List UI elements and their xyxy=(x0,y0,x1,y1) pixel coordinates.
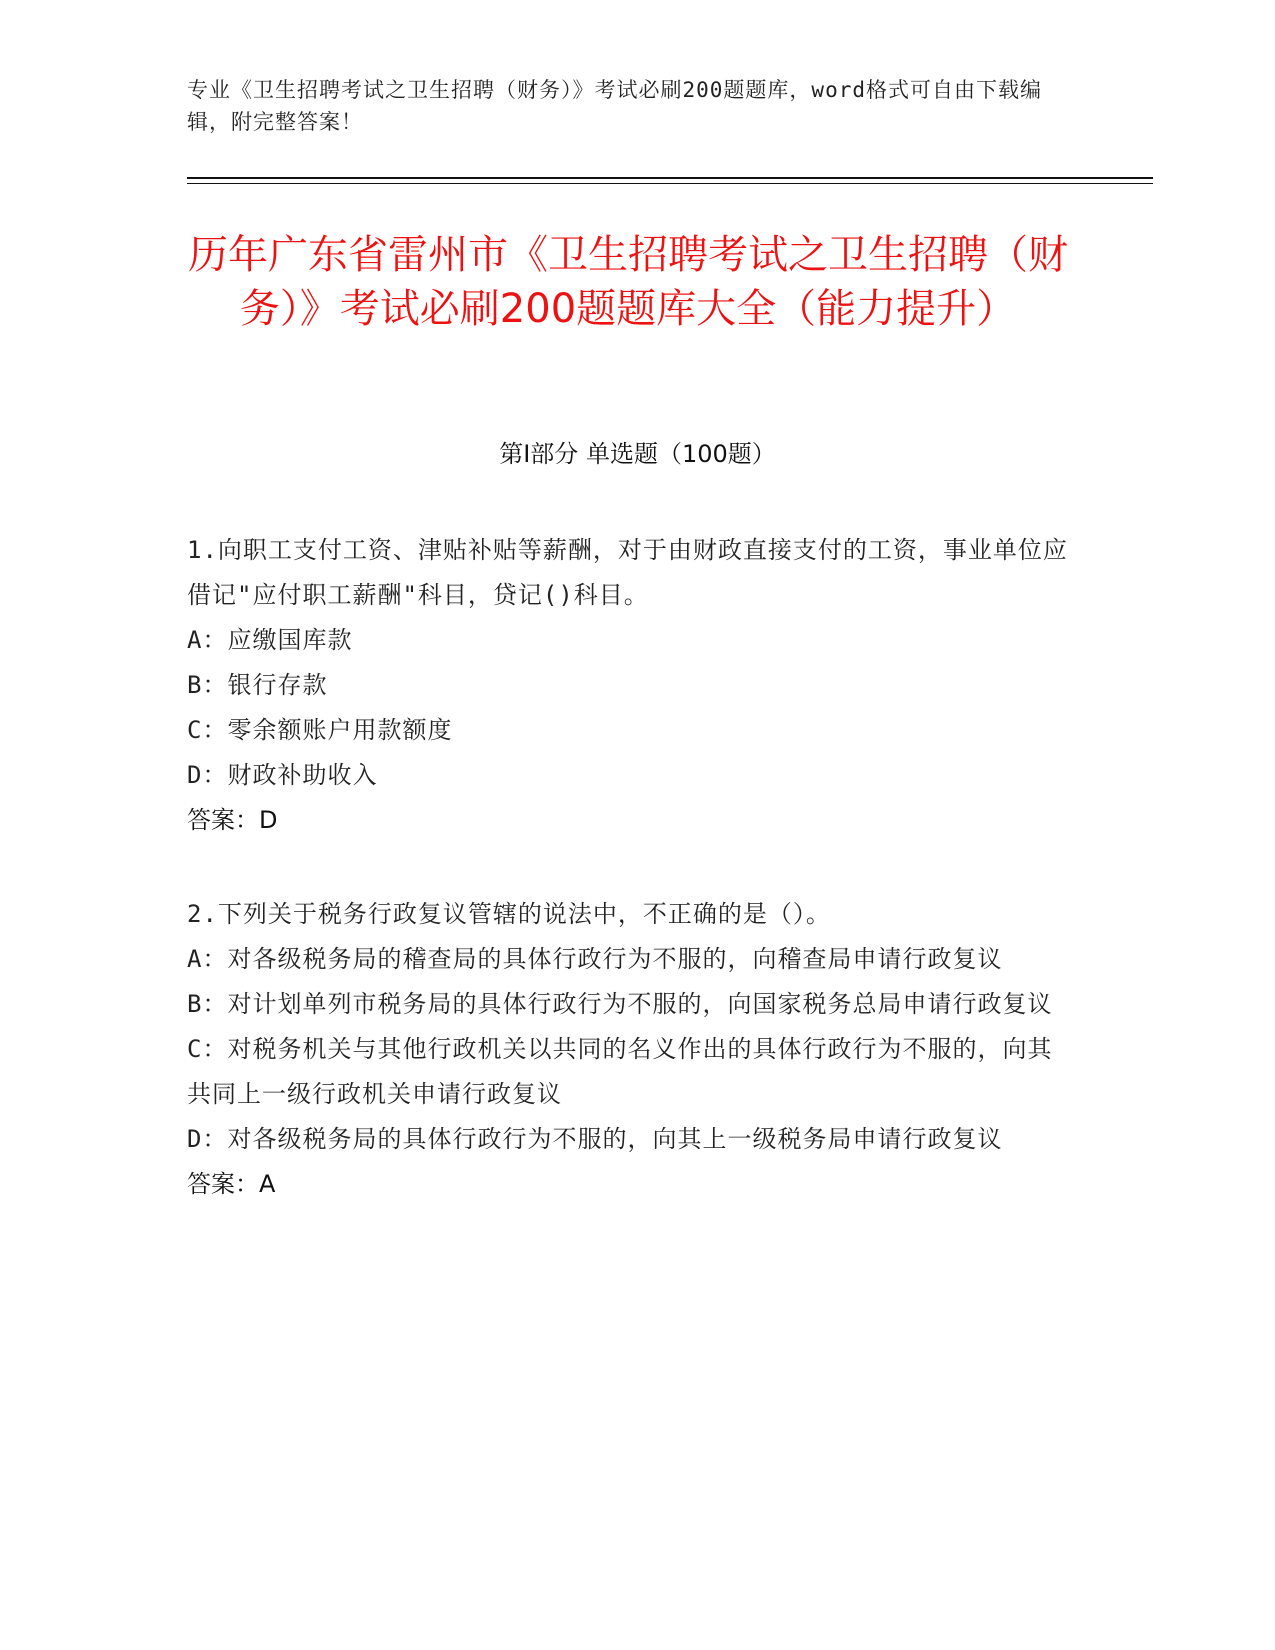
header-divider-thick xyxy=(187,177,1153,179)
option-b: B：对计划单列市税务局的具体行政行为不服的，向国家税务总局申请行政复议 xyxy=(187,990,1053,1018)
document-title: 历年广东省雷州市《卫生招聘考试之卫生招聘（财务）》考试必刷200题题库大全（能力提升） xyxy=(188,232,1068,332)
option-d: D：对各级税务局的具体行政行为不服的，向其上一级税务局申请行政复议 xyxy=(187,1125,1003,1153)
section-heading: 第Ⅰ部分 单选题（100题） xyxy=(499,440,776,468)
option-b: B：银行存款 xyxy=(187,671,328,699)
question-2 xyxy=(187,892,1077,1207)
header-note: 专业《卫生招聘考试之卫生招聘（财务）》考试必刷200题题库，word格式可自由下载编辑，附完整答案！ xyxy=(187,78,1042,134)
option-c: C：零余额账户用款额度 xyxy=(187,716,453,744)
question-text: 2.下列关于税务行政复议管辖的说法中，不正确的是（）。 xyxy=(187,900,831,928)
option-a: A：应缴国库款 xyxy=(187,626,353,654)
answer: 答案：A xyxy=(187,1170,276,1198)
option-c: C：对税务机关与其他行政机关以共同的名义作出的具体行政行为不服的，向其共同上一级行政机关申请行政复议 xyxy=(187,1035,1053,1108)
question-1 xyxy=(187,528,1077,843)
answer: 答案：D xyxy=(187,806,278,834)
question-text: 1.向职工支付工资、津贴补贴等薪酬，对于由财政直接支付的工资，事业单位应借记"应付职工薪酬"科目，贷记()科目。 xyxy=(187,536,1068,609)
option-d: D：财政补助收入 xyxy=(187,761,378,789)
option-a: A：对各级税务局的稽查局的具体行政行为不服的，向稽查局申请行政复议 xyxy=(187,945,1003,973)
header-divider-thin xyxy=(187,183,1153,184)
